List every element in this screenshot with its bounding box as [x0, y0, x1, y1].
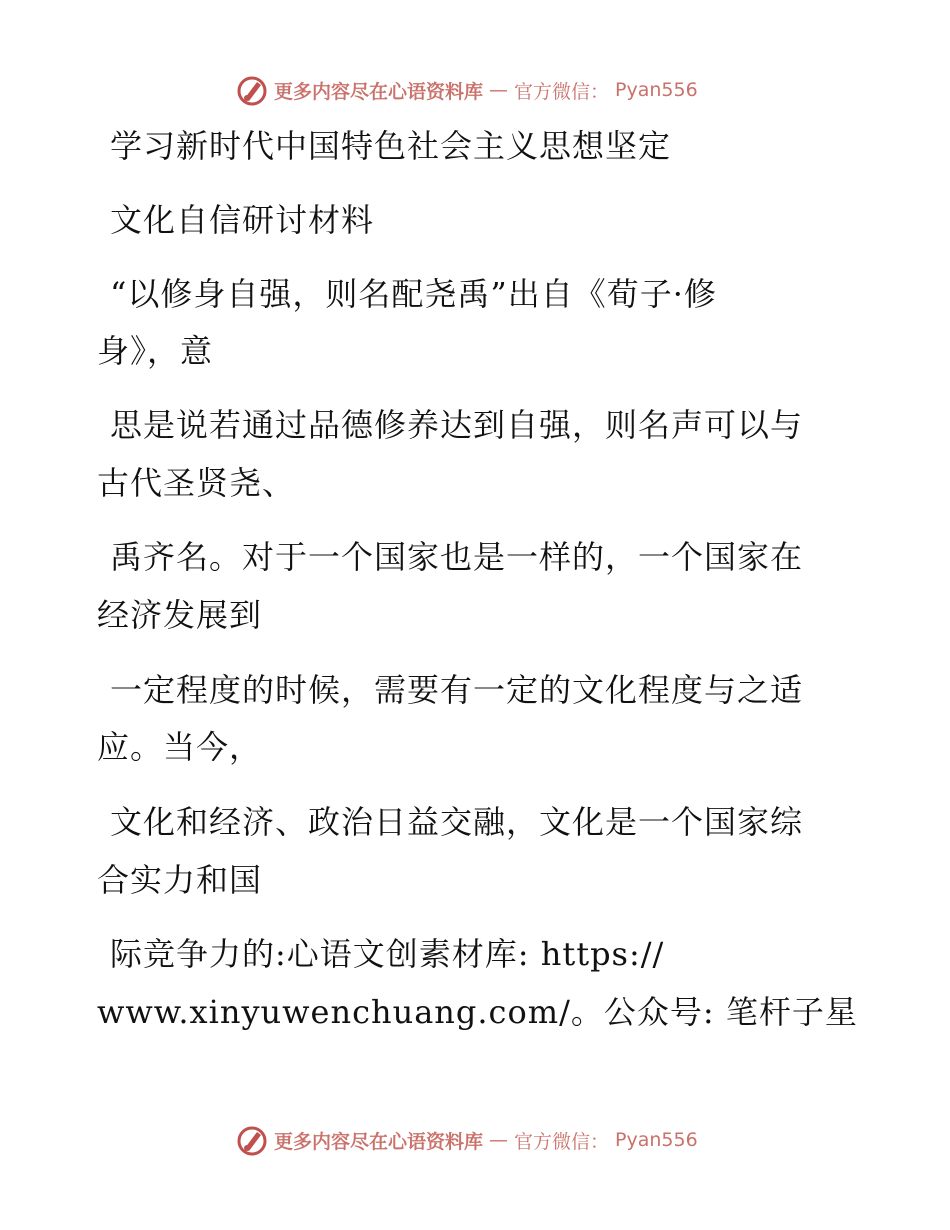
doc-line: 禹齐名。对于一个国家也是一样的，一个国家在: [110, 538, 804, 576]
watermark-wechat-label: 官方微信：: [514, 80, 610, 103]
doc-line: 身》，意: [97, 332, 214, 370]
doc-line: 思是说若通过品德修养达到自强，则名声可以与: [110, 406, 804, 444]
watermark-separator: —: [489, 79, 509, 101]
brush-logo-icon: [236, 1124, 268, 1156]
doc-line: 文化和经济、政治日益交融，文化是一个国家综: [110, 803, 804, 841]
doc-line: “以修身自强，则名配尧禹”出自《荀子·修: [110, 275, 717, 313]
doc-title-line-1: 学习新时代中国特色社会主义思想坚定: [110, 127, 672, 165]
doc-line: 一定程度的时候，需要有一定的文化程度与之适: [110, 671, 804, 709]
watermark-separator: —: [489, 1129, 509, 1151]
watermark-wechat-id: Pyan556: [615, 1129, 698, 1151]
header-watermark: [236, 72, 698, 108]
doc-line: www.xinyuwenchuang.com/。公众号: 笔杆子星: [97, 993, 858, 1031]
doc-line: 经济发展到: [97, 596, 263, 634]
doc-line: 古代圣贤尧、: [97, 464, 296, 502]
doc-title-line-2: 文化自信研讨材料: [110, 201, 375, 239]
watermark-wechat-label: 官方微信：: [514, 1130, 610, 1153]
brush-logo-icon: [236, 74, 268, 106]
footer-watermark: [236, 1122, 698, 1158]
doc-line: 合实力和国: [97, 861, 263, 899]
watermark-wechat-id: Pyan556: [615, 79, 698, 101]
watermark-brand: 更多内容尽在心语资料库: [274, 1130, 484, 1153]
doc-line: 应。当今，: [97, 728, 263, 766]
doc-line: 际竞争力的:心语文创素材库: https://: [110, 935, 665, 973]
watermark-brand: 更多内容尽在心语资料库: [274, 80, 484, 103]
